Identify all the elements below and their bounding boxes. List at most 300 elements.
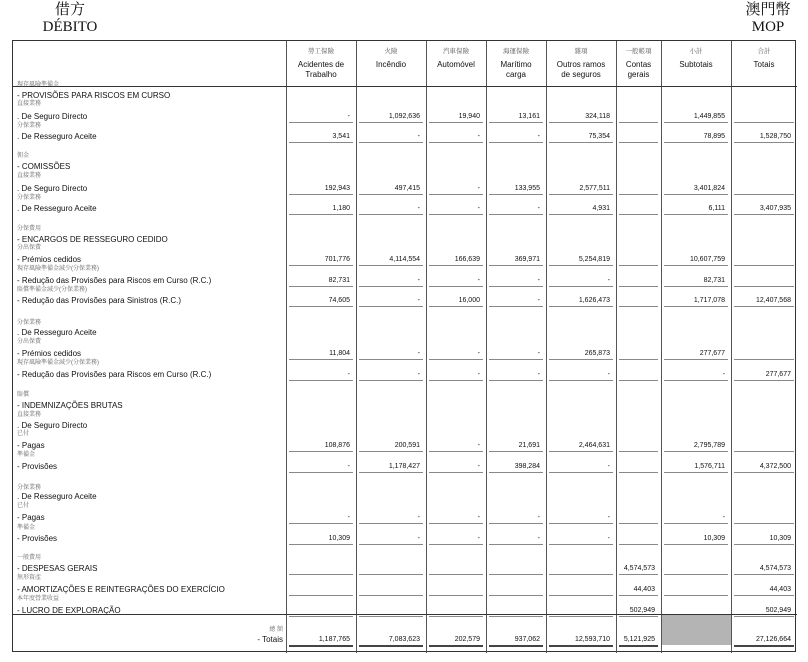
cell-underline [359,122,423,123]
cell-value: - [477,535,480,542]
cell-value: - [477,350,480,357]
cell-value: 369,971 [514,256,540,263]
row-label: . De Resseguro Aceite [17,204,97,213]
column-header-zh: 小計 [689,48,703,55]
cell-underline [619,194,658,195]
cell-underline [664,286,728,287]
column-header-label: gerais [627,70,650,79]
cell-value: 1,449,855 [693,113,725,120]
column-header-label: Totais [753,60,775,69]
cell-underline [664,265,728,266]
cell-underline [359,544,423,545]
cell-value: - [607,371,610,378]
cell-value: - [417,371,420,378]
cell-underline [664,451,728,452]
cell-underline [664,359,728,360]
totals-label: - Totais [257,635,283,644]
cell-underline [619,595,658,596]
cell-underline [734,306,794,307]
cell-underline [429,544,483,545]
debit-table [12,40,796,652]
cell-underline [289,265,353,266]
cell-value: - [477,185,480,192]
cell-value: - [477,133,480,140]
cell-underline [549,544,613,545]
cell-underline [429,574,483,575]
cell-value: 6,111 [708,205,725,212]
cell-underline [359,523,423,524]
cell-underline [734,380,794,381]
cell-value: - [417,350,420,357]
cell-value: - [417,205,420,212]
cell-underline [489,194,543,195]
column-header-label: Marítimo [500,60,532,69]
cell-value: 1,528,750 [759,133,791,140]
debit-heading-pt: DÉBITO [42,19,98,35]
row-label: . De Seguro Directo [17,421,88,430]
column-header [356,47,426,70]
cell-underline [664,380,728,381]
cell-underline [489,523,543,524]
totals-underline [734,645,794,647]
cell-value: 133,955 [514,185,540,192]
cell-underline [289,306,353,307]
cell-value: - [417,297,420,304]
cell-underline [619,286,658,287]
cell-value: 277,677 [699,350,725,357]
cell-value: - [477,463,480,470]
column-header [616,47,661,80]
cell-underline [289,544,353,545]
column-header-label: Outros ramos [556,60,606,69]
cell-underline [289,574,353,575]
cell-underline [289,194,353,195]
totals-underline [549,645,613,647]
cell-underline [734,194,794,195]
cell-value: - [417,133,420,140]
cell-underline [549,286,613,287]
cell-value: - [537,371,540,378]
row-label-zh: 賠償 [17,392,30,398]
row-label: . De Resseguro Aceite [17,492,97,501]
row-label: - Pagas [17,441,45,450]
cell-underline [489,451,543,452]
cell-value: - [537,514,540,521]
cell-underline [359,265,423,266]
totals-value: 937,062 [514,636,540,643]
cell-underline [549,595,613,596]
row-label: . De Seguro Directo [17,112,88,121]
cell-underline [619,122,658,123]
cell-underline [734,523,794,524]
row-label: - Redução das Provisões para Riscos em Curso (R.C.) [17,276,212,285]
column-header-label: Trabalho [305,70,337,79]
column-header-label: Acidentes de [297,60,345,69]
cell-value: - [537,205,540,212]
row-label-zh: 無形資產 [17,575,42,581]
cell-underline [429,595,483,596]
cell-underline [664,472,728,473]
cell-underline [619,142,658,143]
cell-underline [619,574,658,575]
row-label-zh: 一般費用 [17,555,42,561]
row-label: - INDEMNIZAÇÕES BRUTAS [17,401,123,410]
column-header-label: Contas [625,60,652,69]
cell-value: 277,677 [765,371,791,378]
row-label: - Pagas [17,513,45,522]
cell-underline [289,380,353,381]
currency-heading-pt: MOP [751,19,785,35]
cell-underline [549,472,613,473]
cell-underline [549,265,613,266]
cell-value: - [607,277,610,284]
totals-value: 5,121,925 [623,636,655,643]
row-label: - Prémios cedidos [17,349,82,358]
cell-underline [489,286,543,287]
row-label-zh: 分出保費 [17,245,42,251]
column-header [546,47,616,80]
cell-value: - [347,463,350,470]
cell-value: - [347,371,350,378]
row-label: - COMISSÕES [17,162,71,171]
row-label-zh: 現存風險準備金 [17,82,60,88]
cell-value: 2,464,631 [578,442,610,449]
cell-underline [734,214,794,215]
cell-underline [359,616,423,617]
cell-value: 10,309 [703,535,725,542]
cell-underline [289,142,353,143]
cell-value: 1,717,078 [693,297,725,304]
cell-value: 4,372,500 [759,463,791,470]
cell-value: - [417,535,420,542]
cell-value: - [537,350,540,357]
row-label-zh: 已付 [17,503,30,509]
column-header-zh: 汽車保險 [443,48,469,55]
cell-underline [549,523,613,524]
cell-underline [359,214,423,215]
cell-underline [734,286,794,287]
row-label: . De Resseguro Aceite [17,328,97,337]
column-header-label: Subtotais [679,60,713,69]
cell-underline [429,286,483,287]
cell-value: 166,639 [454,256,480,263]
currency-heading [738,2,798,36]
row-label-zh: 分保業務 [17,485,42,491]
cell-underline [664,306,728,307]
cell-value: 1,092,636 [388,113,420,120]
cell-value: - [417,277,420,284]
cell-underline [489,616,543,617]
cell-underline [289,286,353,287]
row-label-zh: 本年度營業收益 [17,596,60,602]
cell-value: 21,691 [518,442,540,449]
cell-underline [359,380,423,381]
cell-underline [489,574,543,575]
cell-value: 4,931 [592,205,610,212]
cell-value: 2,577,511 [579,185,610,192]
cell-value: 3,407,935 [759,205,791,212]
cell-value: 4,114,554 [389,256,420,263]
cell-underline [734,142,794,143]
cell-value: - [417,514,420,521]
totals-value: 27,126,664 [755,636,791,643]
totals-underline [619,645,658,647]
column-header-zh: 勞工保險 [308,48,334,55]
row-label-zh: 直接業務 [17,412,42,418]
cell-value: 497,415 [394,185,420,192]
row-label-zh: 分保費用 [17,226,42,232]
cell-underline [489,214,543,215]
cell-underline [289,472,353,473]
row-label: - Redução das Provisões para Sinistros (R.C.) [17,296,182,305]
debit-heading [40,2,100,36]
row-label: - ENCARGOS DE RESSEGURO CEDIDO [17,235,168,244]
cell-underline [429,472,483,473]
cell-value: 74,605 [328,297,350,304]
cell-value: 82,731 [328,277,350,284]
cell-underline [429,122,483,123]
cell-value: - [477,205,480,212]
column-header-label: de seguros [561,70,601,79]
cell-value: - [537,535,540,542]
cell-underline [619,306,658,307]
cell-underline [489,142,543,143]
cell-underline [619,380,658,381]
cell-value: 75,354 [588,133,610,140]
cell-underline [664,595,728,596]
column-divider [616,41,617,653]
cell-underline [489,265,543,266]
cell-value: 398,284 [514,463,540,470]
row-label: . De Seguro Directo [17,184,88,193]
totals-value: 1,187,765 [318,636,350,643]
cell-value: 265,873 [584,350,610,357]
cell-value: - [607,463,610,470]
cell-underline [619,472,658,473]
row-label: - Redução das Provisões para Riscos em Curso (R.C.) [17,370,212,379]
column-header [661,47,731,70]
cell-value: 78,895 [703,133,725,140]
cell-underline [734,574,794,575]
cell-underline [429,451,483,452]
cell-underline [549,380,613,381]
cell-value: 4,574,573 [623,565,655,572]
cell-value: 1,626,473 [578,297,610,304]
totals-underline [289,645,353,647]
row-label: - AMORTIZAÇÕES E REINTEGRAÇÕES DO EXERCÍCIO [17,585,225,594]
column-header-zh: 雜項 [574,48,588,55]
cell-value: - [537,277,540,284]
column-header [731,47,797,70]
cell-value: 10,607,759 [689,256,725,263]
totals-value: 202,579 [454,636,480,643]
cell-underline [734,122,794,123]
cell-underline [734,616,794,617]
cell-underline [619,523,658,524]
cell-value: 108,876 [324,442,350,449]
totals-underline [429,645,483,647]
cell-underline [359,286,423,287]
cell-underline [734,265,794,266]
row-label: . De Resseguro Aceite [17,132,97,141]
totals-value: 12,593,710 [574,636,610,643]
cell-underline [489,306,543,307]
cell-value: - [722,371,725,378]
cell-underline [549,451,613,452]
cell-value: 44,403 [769,586,791,593]
cell-underline [489,472,543,473]
cell-underline [489,380,543,381]
row-label-zh: 準備金 [17,525,36,531]
cell-underline [359,595,423,596]
row-label-zh: 直接業務 [17,101,42,107]
cell-value: 192,943 [324,185,350,192]
cell-underline [289,523,353,524]
row-label: - LUCRO DE EXPLORAÇÃO [17,606,121,615]
cell-value: 324,118 [585,113,610,120]
cell-value: 12,407,568 [755,297,791,304]
cell-underline [664,574,728,575]
cell-underline [289,616,353,617]
cell-underline [429,359,483,360]
totals-underline [359,645,423,647]
cell-underline [549,616,613,617]
cell-underline [549,214,613,215]
cell-value: 44,403 [633,586,655,593]
cell-value: 10,309 [328,535,350,542]
cell-value: 10,309 [769,535,791,542]
row-label-zh: 現存風險準備金減少(分保業務) [17,266,99,272]
cell-underline [664,214,728,215]
totals-value: 7,083,623 [388,636,420,643]
cell-value: 13,161 [518,113,540,120]
row-label: - Provisões [17,534,58,543]
cell-underline [619,359,658,360]
cell-underline [289,595,353,596]
cell-value: 200,591 [394,442,420,449]
row-label: - DESPESAS GERAIS [17,564,98,573]
column-header-zh: 火險 [384,48,398,55]
cell-underline [289,214,353,215]
row-label: - Prémios cedidos [17,255,82,264]
row-label-zh: 分出保費 [17,339,42,345]
cell-underline [549,122,613,123]
cell-underline [664,142,728,143]
cell-value: - [607,535,610,542]
row-label-zh: 分保業務 [17,195,42,201]
row-label-zh: 已付 [17,431,30,437]
cell-underline [664,523,728,524]
row-label: - Provisões [17,462,58,471]
cell-underline [619,616,658,617]
cell-value: 3,541 [332,133,350,140]
header-rule [13,86,797,87]
cell-underline [619,544,658,545]
row-label-zh: 分保業務 [17,320,42,326]
cell-underline [359,451,423,452]
cell-underline [619,451,658,452]
cell-underline [359,194,423,195]
column-header-zh: 合計 [757,48,771,55]
row-label-zh: 現存風險準備金減少(分保業務) [17,360,99,366]
cell-value: 701,776 [324,256,350,263]
row-label-zh: 準備金 [17,452,36,458]
cell-underline [619,265,658,266]
cell-value: 2,795,789 [693,442,725,449]
cell-value: - [347,113,350,120]
cell-value: 502,949 [629,607,655,614]
column-header-label: carga [505,70,526,79]
cell-underline [489,595,543,596]
currency-heading-zh: 澳門幣 [745,2,791,18]
cell-value: 5,254,819 [578,256,610,263]
cell-value: 19,940 [458,113,480,120]
cell-underline [429,194,483,195]
column-header-zh: 海運保險 [503,48,529,55]
column-header-zh: 一般帳項 [625,48,652,55]
cell-underline [489,122,543,123]
cell-value: - [537,297,540,304]
cell-underline [549,306,613,307]
column-header [486,47,546,80]
cell-underline [429,523,483,524]
cell-value: 1,180 [332,205,350,212]
totals-shaded-cell [662,615,731,645]
cell-underline [289,451,353,452]
cell-underline [734,451,794,452]
cell-underline [359,574,423,575]
column-header [286,47,356,80]
cell-underline [489,544,543,545]
cell-underline [549,142,613,143]
row-label: - PROVISÕES PARA RISCOS EM CURSO [17,91,171,100]
cell-underline [734,472,794,473]
cell-value: - [537,133,540,140]
cell-underline [549,359,613,360]
cell-underline [289,122,353,123]
cell-value: - [477,371,480,378]
cell-underline [359,306,423,307]
cell-value: 502,949 [765,607,791,614]
cell-underline [664,122,728,123]
cell-value: - [477,442,480,449]
cell-underline [359,142,423,143]
cell-underline [359,472,423,473]
row-label-zh: 佣金 [17,153,30,159]
cell-value: 3,401,824 [693,185,725,192]
cell-value: - [607,514,610,521]
cell-value: - [722,514,725,521]
column-header-label: Automóvel [437,60,475,69]
cell-underline [429,142,483,143]
cell-underline [619,214,658,215]
cell-underline [359,359,423,360]
cell-value: - [477,277,480,284]
cell-underline [664,194,728,195]
column-header [426,47,486,70]
cell-value: - [347,514,350,521]
cell-underline [734,595,794,596]
column-header-label: Incêndio [375,60,407,69]
totals-underline [489,645,543,647]
cell-underline [429,306,483,307]
cell-underline [489,359,543,360]
cell-value: 1,178,427 [388,463,420,470]
cell-underline [429,214,483,215]
cell-underline [429,265,483,266]
cell-value: 11,804 [329,350,350,357]
cell-underline [549,194,613,195]
